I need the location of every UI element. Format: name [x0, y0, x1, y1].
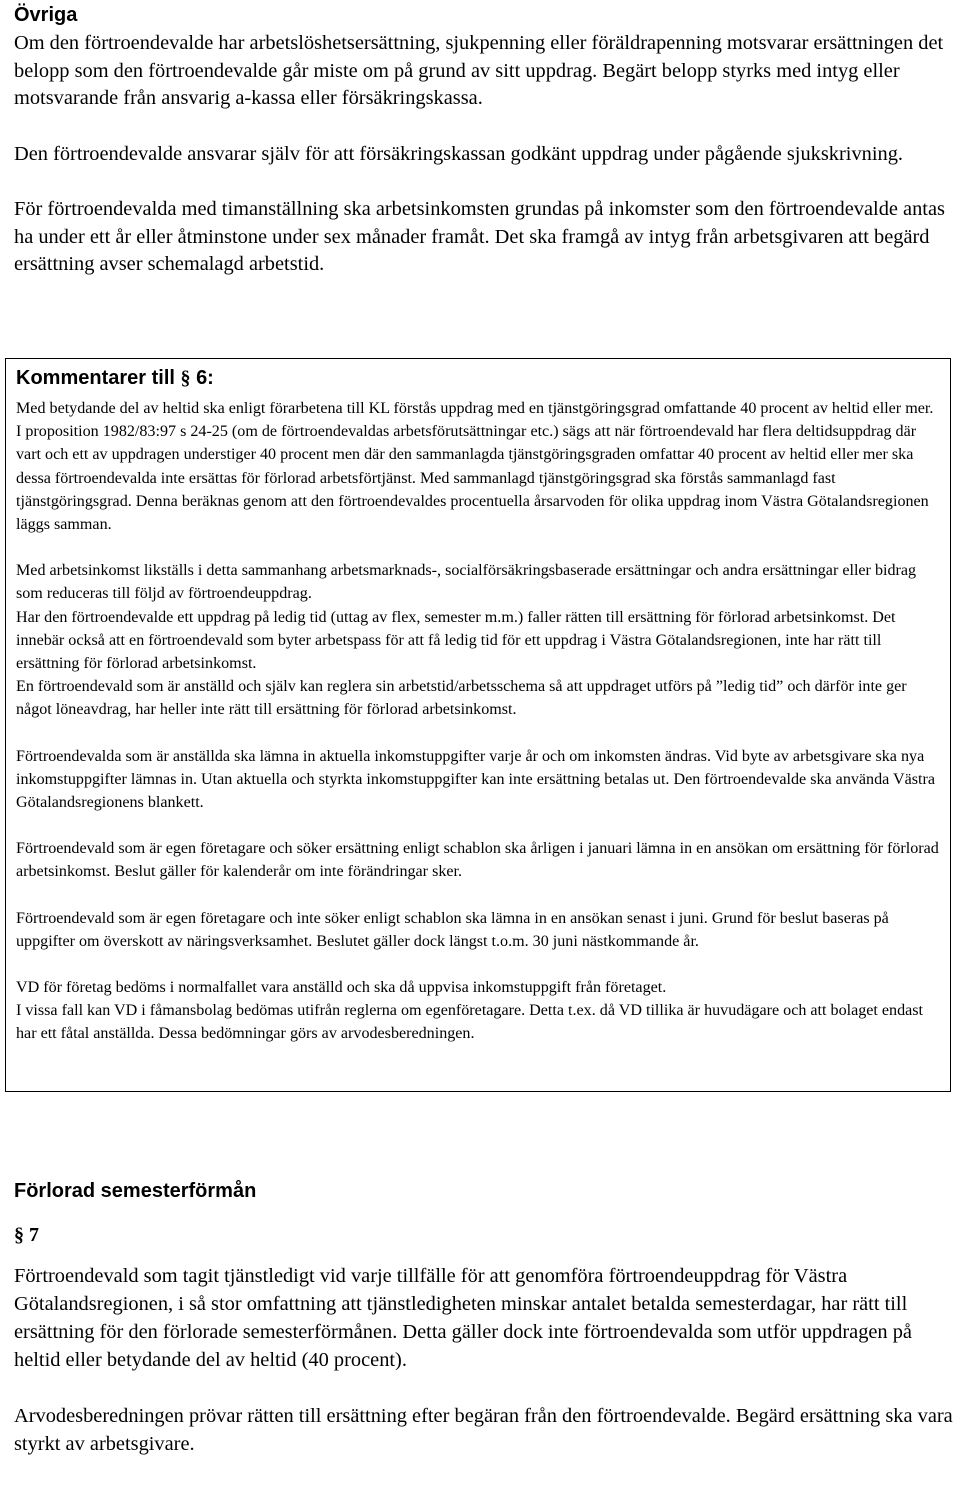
comment-paragraph-5: Förtroendevald som är egen företagare och inte söker enligt schablon ska lämna in en ansökan senast i juni. Grund för beslut baseras på uppgifter om överskott av näringsverksamhet. Beslutet gäller dock längst t.o.m. 30 juni nästkommande år.	[16, 909, 889, 950]
ovriga-paragraph-1: Om den förtroendevalde har arbetslöshetsersättning, sjukpenning eller föräldrapenning motsvarar ersättningen det belopp som den förtroendevalde går miste om på grund av sitt uppdrag. Begärt belopp styrks med intyg eller motsvarande från ansvarig a-kassa eller försäkringskassa.	[14, 32, 944, 109]
ovriga-paragraph-2: Den förtroendevalde ansvarar själv för att försäkringskassan godkänt uppdrag under pågående sjukskrivning.	[14, 142, 903, 165]
semester-body	[14, 1262, 954, 1486]
comment-paragraph-6b: I vissa fall kan VD i fåmansbolag bedömas utifrån reglerna om egenföretagare. Detta t.ex. då VD tillika är huvudägare och att bolaget endast har ett fåtal anställda. Dessa bedömningar görs av arvodesberedningen.	[16, 1002, 924, 1043]
comment-paragraph-4: Förtroendevald som är egen företagare och söker ersättning enligt schablon ska årligen i januari lämna in en ansökan om ersättning för förlorad arbetsinkomst. Beslut gäller för kalenderår om inte förändringar sker.	[16, 840, 939, 881]
section-heading-semester: Förlorad semesterförmån	[14, 1180, 257, 1202]
comment-paragraph-2b: Har den förtroendevalde ett uppdrag på ledig tid (uttag av flex, semester m.m.) faller rätten till ersättning för förlorad arbetsinkomst. Det innebär också att en förtroendevald som byter arbetspass för att få ledig tid för ett uppdrag i Västra Götalandsregionen, inte har rätt till ersättning för förlorad arbetsinkomst.	[16, 608, 896, 673]
paragraph-sign: §	[180, 367, 191, 389]
ovriga-paragraph-3: För förtroendevalda med timanställning ska arbetsinkomsten grundas på inkomster som den förtroendevalde antas ha under ett år eller åtminstone under sex månader framåt. Det ska framgå av intyg från arbetsgivaren att begärd ersättning avser schemalagd arbetstid.	[14, 198, 945, 275]
comment-heading	[16, 365, 940, 391]
section-number: § 7	[14, 1224, 39, 1246]
comment-paragraph-3: Förtroendevalda som är anställda ska lämna in aktuella inkomstuppgifter varje år och om inkomsten ändras. Vid byte av arbetsgivare ska nya inkomstuppgifter lämnas in. Utan aktuella och styrkta inkomstuppgifter kan inte ersättning betalas ut. Den förtroendevalde ska använda Västra Götalandsregionens blankett.	[16, 747, 936, 812]
ovriga-body	[14, 30, 954, 307]
comment-paragraph-1: Med betydande del av heltid ska enligt förarbetena till KL förstås uppdrag med en tjänstgöringsgrad omfattande 40 procent av heltid eller mer. I proposition 1982/83:97 s 24-25 (om de förtroendevaldas arbetsförutsättningar etc.) sägs att när förtroendevald har flera deltidsuppdrag där vart och ett av uppdragen understiger 40 procent men där den sammanlagda tjänstgöringsgraden omfattar 40 procent av heltid eller mer ska dessa förtroendevalda inte ersättas för förlorad arbetsförtjänst. Med sammanlagd tjänstgöringsgrad ska förstås sammanlagd fast tjänstgöringsgrad. Denna beräknas genom att den förtroendevaldes procentuella årsarvoden för olika uppdrag inom Västra Götalandsregionen läggs samman.	[16, 400, 934, 534]
comment-heading-number: 6:	[196, 367, 214, 389]
semester-paragraph-2: Arvodesberedningen prövar rätten till ersättning efter begäran från den förtroendevalde. Begärd ersättning ska vara styrkt av arbetsgivare.	[14, 1405, 953, 1455]
comment-text	[16, 397, 940, 1046]
comment-paragraph-6a: VD för företag bedöms i normalfallet vara anställd och ska då uppvisa inkomstuppgift från företaget.	[16, 979, 667, 997]
comment-paragraph-2c: En förtroendevald som är anställd och själv kan reglera sin arbetstid/arbetsschema så att uppdraget utförs på ”ledig tid” och därför inte ger något löneavdrag, har heller inte rätt till ersättning för förlorad arbetsinkomst.	[16, 678, 907, 719]
semester-paragraph-1: Förtroendevald som tagit tjänstledigt vid varje tillfälle för att genomföra förtroendeuppdrag för Västra Götalandsregionen, i så stor omfattning att tjänstledigheten minskar antalet betalda semesterdagar, har rätt till ersättning för den förlorade semesterförmånen. Detta gäller dock inte förtroendevalda som utför uppdragen på heltid eller betydande del av heltid (40 procent).	[14, 1265, 912, 1371]
comment-heading-prefix: Kommentarer till	[16, 367, 175, 389]
comment-paragraph-2a: Med arbetsinkomst likställs i detta sammanhang arbetsmarknads-, socialförsäkringsbaserade ersättningar och andra ersättningar eller bidrag som reduceras till följd av förtroendeuppdrag.	[16, 562, 917, 603]
section-heading-ovriga: Övriga	[14, 4, 78, 26]
comment-box	[5, 358, 951, 1092]
